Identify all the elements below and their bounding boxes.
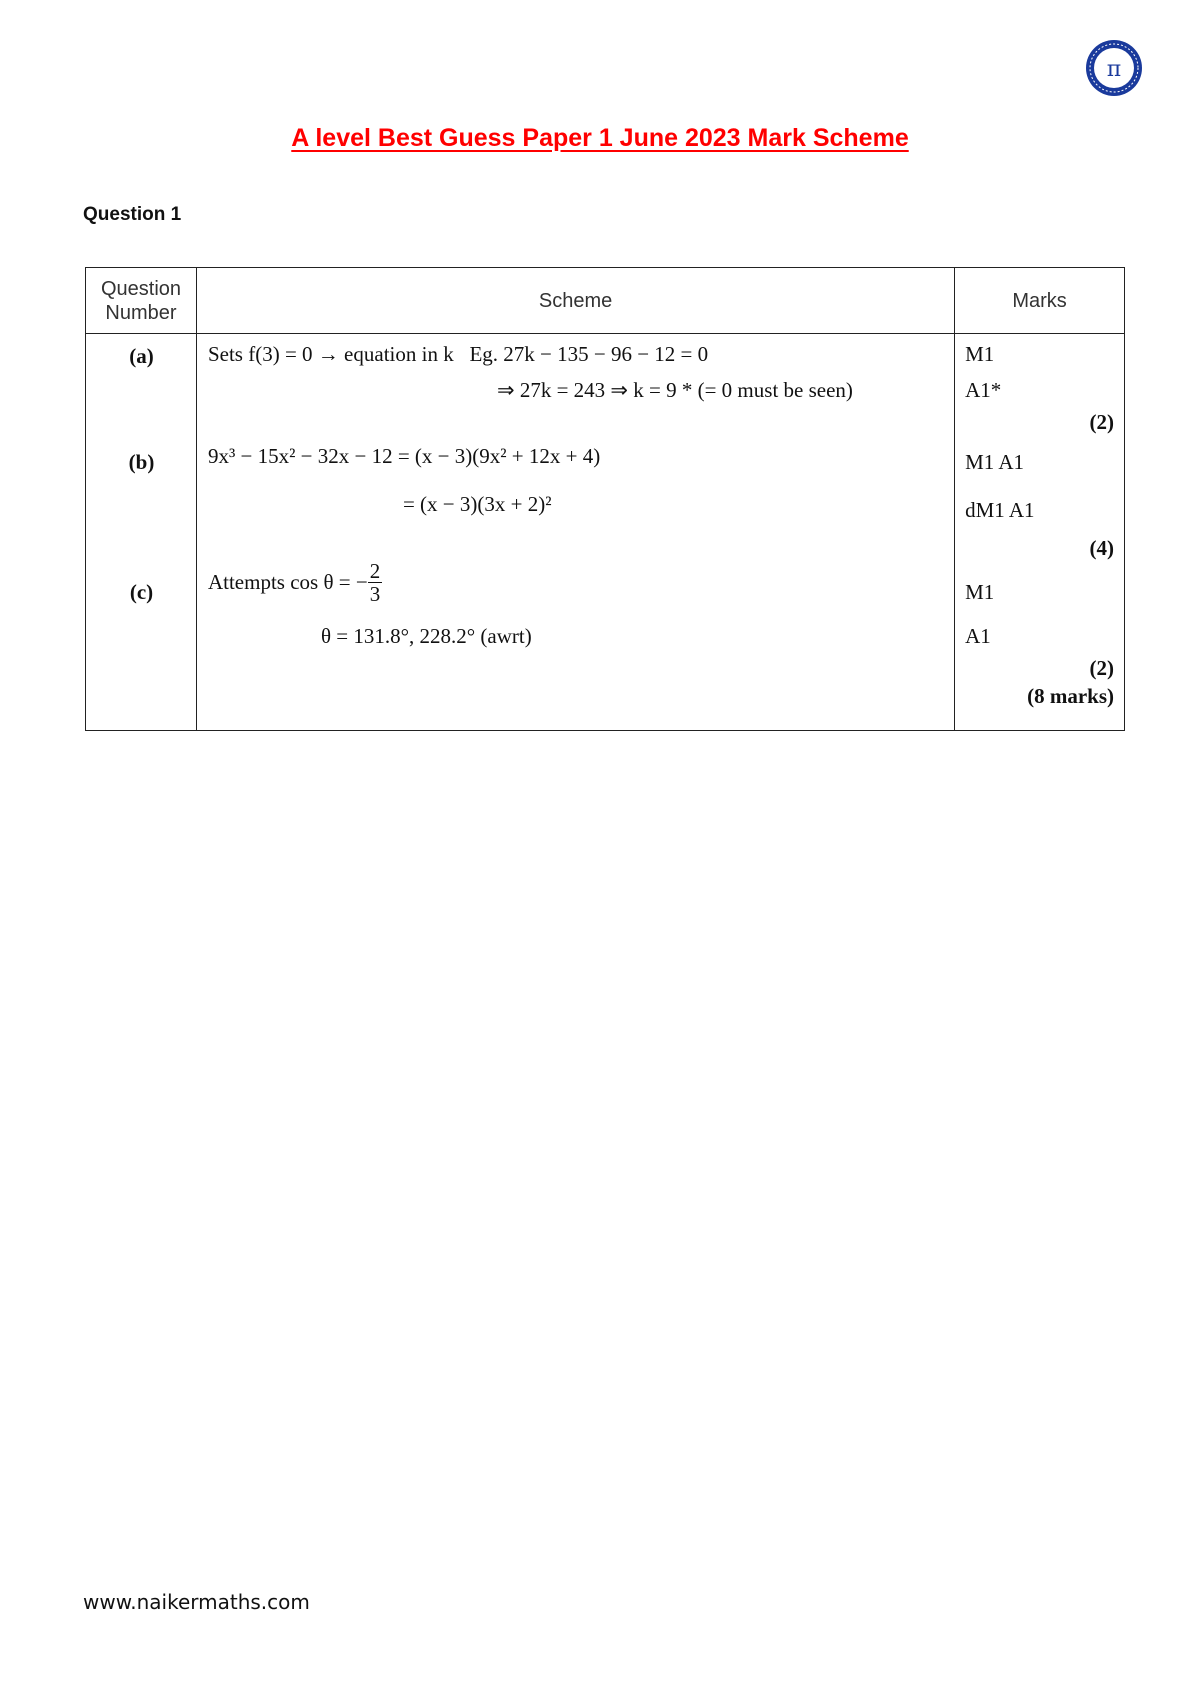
part-a-line2: ⇒ 27k = 243 ⇒ k = 9 * (= 0 must be seen) bbox=[496, 378, 853, 402]
marks-cell bbox=[955, 334, 1125, 731]
part-b-line2: = (x − 3)(3x + 2)² bbox=[402, 492, 552, 516]
mark-c-2: A1 bbox=[965, 624, 991, 648]
question-label: Question 1 bbox=[83, 204, 182, 225]
header-question-number: Question Number bbox=[86, 268, 197, 334]
table-body-row bbox=[86, 334, 1125, 731]
subtotal-a: (2) bbox=[1089, 410, 1114, 434]
scheme-cell bbox=[196, 334, 954, 731]
mark-c-1: M1 bbox=[965, 580, 995, 604]
part-c-line2: θ = 131.8°, 228.2° (awrt) bbox=[320, 624, 532, 648]
mark-a-2: A1* bbox=[965, 378, 1002, 402]
part-a-label: (a) bbox=[129, 344, 154, 368]
subtotal-c: (2) bbox=[1089, 656, 1114, 680]
mark-b-2: dM1 A1 bbox=[965, 498, 1035, 522]
pi-logo-icon bbox=[1084, 38, 1144, 98]
part-b-line1: 9x³ − 15x² − 32x − 12 = (x − 3)(9x² + 12x + 4) bbox=[207, 444, 601, 468]
footer-url: www.naikermaths.com bbox=[83, 1590, 310, 1614]
mark-scheme-table bbox=[85, 267, 1125, 731]
part-a-line1: Sets f(3) = 0 → equation in k Eg. 27k − 135 − 96 − 12 = 0 bbox=[207, 342, 709, 366]
part-c-line1: Attempts cos θ = − $\frac{2}{3}$ bbox=[207, 559, 381, 606]
table-header-row bbox=[86, 268, 1125, 334]
logo-symbol: π bbox=[1106, 57, 1122, 82]
part-c-label: (c) bbox=[129, 580, 154, 604]
fraction-two-thirds: $\frac{2}{3}$ bbox=[369, 559, 381, 606]
total-marks: (8 marks) bbox=[1027, 684, 1114, 708]
mark-a-1: M1 bbox=[965, 342, 995, 366]
part-label-cell bbox=[86, 334, 197, 731]
mark-b-1: M1 A1 bbox=[965, 450, 1025, 474]
page-title: A level Best Guess Paper 1 June 2023 Mark Scheme bbox=[291, 124, 909, 152]
header-scheme: Scheme bbox=[196, 268, 954, 334]
subtotal-b: (4) bbox=[1089, 536, 1114, 560]
header-marks: Marks bbox=[955, 268, 1125, 334]
part-b-label: (b) bbox=[128, 450, 155, 474]
